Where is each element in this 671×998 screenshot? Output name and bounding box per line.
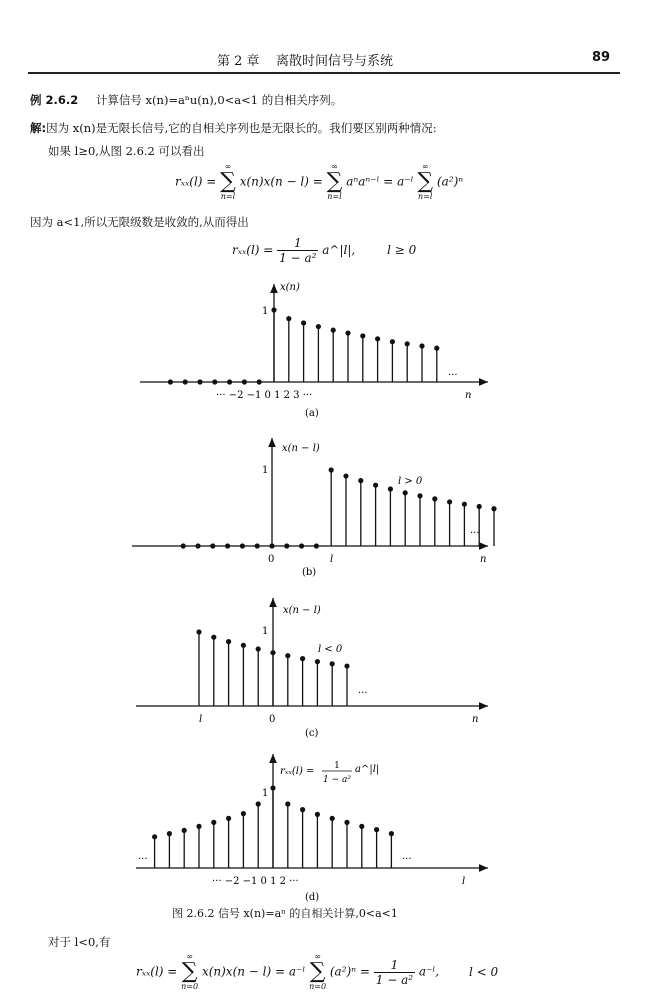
caption-c: (c): [305, 728, 319, 739]
eq3-lhs: rₓₓ(l) =: [136, 964, 178, 979]
lmark-b: l: [330, 554, 334, 565]
stem-point-b-18: [447, 499, 452, 504]
stem-point-d-0: [152, 834, 157, 839]
xaxis-label-d: l: [462, 876, 466, 887]
xaxis-label-c: n: [472, 714, 479, 725]
dots-right-d: ···: [402, 854, 412, 865]
caption-b: (b): [302, 567, 317, 578]
sum-symbol-4: ∞ ∑ n=0: [181, 952, 199, 991]
frac-den-d: 1 − a²: [323, 775, 351, 785]
stem-point-a-5: [242, 379, 247, 384]
stem-point-b-21: [491, 506, 496, 511]
stem-point-c-5: [270, 650, 275, 655]
panel-d: [136, 754, 488, 903]
example-statement: 计算信号 x(n)=aⁿu(n),0<a<1 的自相关序列。: [95, 93, 343, 107]
panel-b: [132, 438, 497, 578]
stem-point-a-12: [345, 330, 350, 335]
stem-point-a-2: [197, 379, 202, 384]
stem-point-d-8: [270, 785, 275, 790]
stem-point-d-1: [167, 831, 172, 836]
one-label-c: 1: [262, 626, 269, 637]
stem-point-b-13: [373, 483, 378, 488]
eq1-lhs: rₓₓ(l) =: [175, 174, 217, 189]
stem-point-d-3: [196, 824, 201, 829]
sum-symbol-2: ∞ ∑ n=l: [326, 162, 343, 201]
stem-point-c-0: [196, 629, 201, 634]
stem-point-a-13: [360, 333, 365, 338]
stem-point-d-10: [300, 807, 305, 812]
stem-point-b-0: [181, 543, 186, 548]
header-rule: [28, 72, 620, 74]
stem-point-d-4: [211, 820, 216, 825]
stem-point-c-7: [300, 656, 305, 661]
stem-point-a-4: [227, 379, 232, 384]
solution-line2: 如果 l≥0,从图 2.6.2 可以看出: [48, 144, 205, 158]
stem-point-b-7: [284, 543, 289, 548]
stem-point-a-14: [375, 336, 380, 341]
stem-point-b-8: [299, 543, 304, 548]
chapter-title: 离散时间信号与系统: [276, 54, 394, 69]
example-label: 例 2.6.2: [30, 93, 79, 107]
stem-point-b-19: [462, 502, 467, 507]
stem-point-c-1: [211, 635, 216, 640]
figure-caption: 图 2.6.2 信号 x(n)=aⁿ 的自相关计算,0<a<1: [172, 907, 398, 920]
stem-point-b-11: [343, 473, 348, 478]
lmark-c: l: [199, 714, 203, 725]
stem-point-b-6: [269, 543, 274, 548]
stem-point-b-2: [210, 543, 215, 548]
eq3-condition: l < 0: [468, 964, 499, 979]
equation-1: [175, 163, 463, 201]
equation-3: [136, 953, 498, 991]
ylabel-d: rₓₓ(l) =: [280, 766, 315, 777]
stem-point-b-9: [314, 543, 319, 548]
ylabel-b: x(n − l): [282, 443, 320, 454]
cond-b: l > 0: [398, 476, 423, 487]
xticks-d: ··· −2 −1 0 1 2 ···: [212, 876, 299, 887]
stem-point-b-4: [240, 543, 245, 548]
stem-point-d-9: [285, 801, 290, 806]
stem-point-b-5: [255, 543, 260, 548]
dots-c: ···: [358, 688, 368, 699]
caption-d: (d): [305, 892, 320, 903]
stem-point-b-10: [329, 467, 334, 472]
eq2-fraction: $\frac{1}{\text{1 − a²}}$: [279, 236, 317, 265]
solution-line1: 因为 x(n)是无限长信号,它的自相关序列也是无限长的。我们要区别两种情况:: [46, 121, 437, 135]
figure-2-6-2: [0, 270, 671, 910]
stem-point-b-20: [477, 504, 482, 509]
eq1-term3: (a²)ⁿ: [436, 174, 464, 189]
dots-left-d: ···: [138, 854, 148, 865]
page-number: 89: [592, 50, 611, 65]
stem-point-d-11: [315, 812, 320, 817]
one-label-a: 1: [262, 306, 269, 317]
ylabel-a: x(n): [280, 282, 300, 293]
stem-point-c-6: [285, 653, 290, 658]
stem-point-b-17: [432, 496, 437, 501]
eq3-term1: x(n)x(n − l) = a⁻ˡ: [201, 964, 306, 979]
stem-point-a-1: [183, 379, 188, 384]
stem-point-c-9: [330, 661, 335, 666]
xticks-a: ··· −2 −1 0 1 2 3 ···: [216, 390, 313, 401]
stem-point-b-3: [225, 543, 230, 548]
dots-a: ···: [448, 370, 458, 381]
stem-point-a-16: [405, 341, 410, 346]
xaxis-label-b: n: [480, 554, 487, 565]
sum-symbol-3: ∞ ∑ n=l: [417, 162, 434, 201]
eq2-condition: l ≥ 0: [387, 243, 417, 257]
stem-point-b-16: [417, 493, 422, 498]
solution-label: 解:: [30, 121, 47, 135]
stem-point-c-2: [226, 639, 231, 644]
equation-2: [232, 236, 416, 265]
stem-point-d-14: [359, 824, 364, 829]
sum-symbol-1: ∞ ∑ n=l: [220, 162, 236, 201]
eq2-lhs: rₓₓ(l) =: [232, 243, 274, 257]
one-label-b: 1: [262, 465, 269, 476]
stem-point-d-15: [374, 827, 379, 832]
ylabel-c: x(n − l): [283, 605, 321, 616]
caption-a: (a): [305, 408, 319, 419]
eq3-tail: a⁻ˡ,: [418, 964, 440, 979]
stem-point-d-16: [389, 831, 394, 836]
zero-c: 0: [269, 714, 276, 725]
stem-point-b-1: [195, 543, 200, 548]
stem-point-a-15: [390, 339, 395, 344]
stem-point-a-11: [331, 328, 336, 333]
sum-symbol-5: ∞ ∑ n=0: [309, 952, 327, 991]
stem-point-c-4: [256, 646, 261, 651]
stem-point-c-3: [241, 643, 246, 648]
stem-point-a-3: [212, 379, 217, 384]
solution-line3: 因为 a<1,所以无限级数是收敛的,从而得出: [30, 215, 249, 229]
stem-point-d-7: [256, 801, 261, 806]
stem-point-a-7: [271, 307, 276, 312]
frac-num-d: 1: [334, 761, 340, 771]
stem-point-a-8: [286, 316, 291, 321]
dots-b: ···: [470, 528, 480, 539]
eq2-tail: a^|l|,: [322, 243, 356, 257]
stem-point-c-8: [315, 659, 320, 664]
stem-point-a-18: [434, 346, 439, 351]
stem-point-a-17: [419, 343, 424, 348]
xaxis-label-a: n: [465, 390, 472, 401]
eq1-term1: x(n)x(n − l) =: [239, 174, 323, 189]
stem-point-b-15: [403, 490, 408, 495]
stem-point-a-9: [301, 320, 306, 325]
stem-point-b-12: [358, 478, 363, 483]
stem-point-c-10: [344, 663, 349, 668]
stem-point-d-13: [344, 820, 349, 825]
stem-point-d-2: [182, 828, 187, 833]
stem-point-b-14: [388, 486, 393, 491]
stem-point-a-6: [257, 379, 262, 384]
stem-point-d-6: [241, 811, 246, 816]
ylabel-tail-d: a^|l|: [355, 764, 380, 775]
stem-point-a-10: [316, 324, 321, 329]
stem-point-d-12: [330, 816, 335, 821]
stem-point-d-5: [226, 816, 231, 821]
one-label-d: 1: [262, 788, 269, 799]
eq3-term2: (a²)ⁿ =: [329, 964, 370, 979]
eq1-term2: aⁿaⁿ⁻ˡ = a⁻ˡ: [346, 174, 414, 189]
panel-c: [136, 598, 488, 739]
cond-c: l < 0: [318, 644, 343, 655]
stem-point-a-0: [168, 379, 173, 384]
chapter-number: 第 2 章: [217, 54, 260, 69]
panel-a: [140, 282, 488, 419]
zero-b: 0: [268, 554, 275, 565]
bottom-line: 对于 l<0,有: [48, 935, 111, 949]
eq3-fraction: $\frac{1}{\text{1 − a²}}$: [375, 957, 414, 987]
